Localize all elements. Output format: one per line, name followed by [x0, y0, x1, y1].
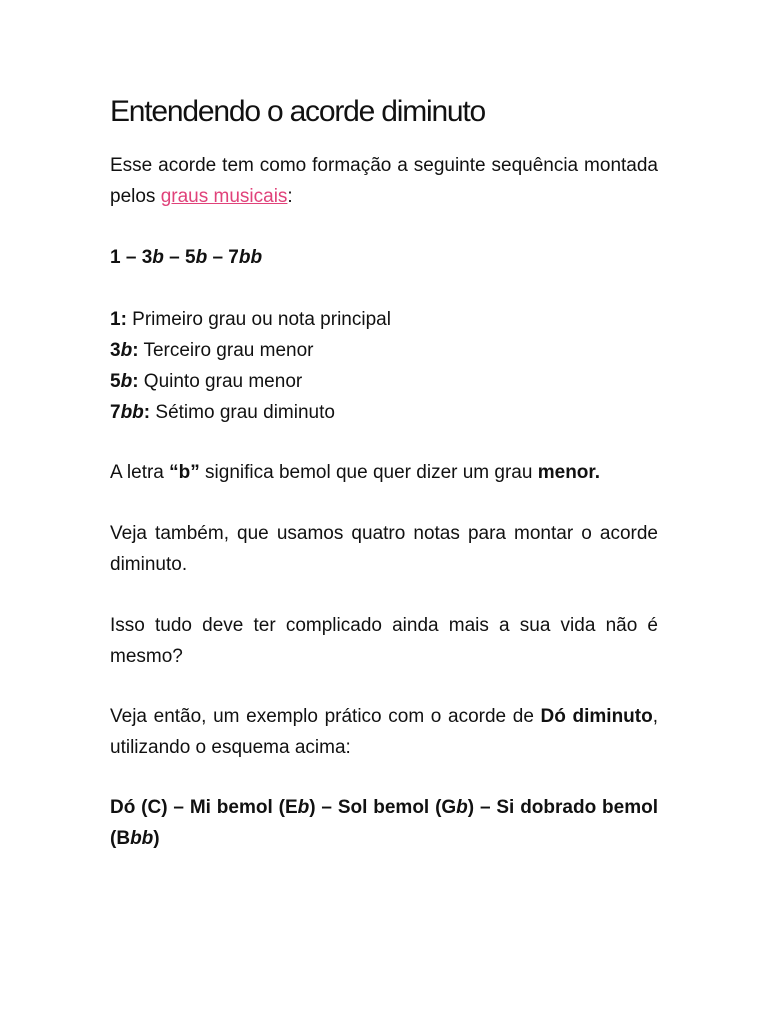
degree-description: Primeiro grau ou nota principal	[126, 309, 391, 330]
formula-part: – 7	[207, 247, 239, 268]
list-item	[110, 397, 658, 428]
complicated-paragraph: Isso tudo deve ter complicado ainda mais a sua vida não é mesmo?	[110, 615, 658, 667]
degree-colon: :	[143, 402, 151, 423]
menor-word: menor.	[537, 462, 601, 483]
example-text: Veja então, um exemplo prático com o acorde de	[110, 706, 541, 727]
degree-description: Sétimo grau diminuto	[150, 402, 335, 423]
degree-number: 5	[110, 371, 121, 392]
letter-note-paragraph	[110, 457, 658, 488]
degree-list	[110, 304, 658, 428]
degree-description: Quinto grau menor	[138, 371, 303, 392]
formula-part: – 5	[163, 247, 196, 268]
note-text: Dó (C) – Mi bemol (E	[110, 797, 298, 818]
list-item	[110, 366, 658, 397]
degree-flat: b	[120, 340, 133, 361]
note-flat: b	[456, 797, 468, 818]
formula-part: 1 – 3	[110, 247, 153, 268]
list-item	[110, 304, 658, 335]
four-notes-paragraph: Veja também, que usamos quatro notas para montar o acorde diminuto.	[110, 523, 658, 575]
degree-number: 3	[110, 340, 121, 361]
degree-number: 7	[110, 402, 121, 423]
degree-number: 1	[110, 309, 121, 330]
intro-text: Esse acorde tem como formação a seguinte sequência montada pelos	[110, 155, 658, 207]
chord-formula	[110, 242, 658, 273]
note-text: ) – Sol bemol (G	[309, 797, 457, 818]
formula-flat: bb	[238, 247, 263, 268]
graus-musicais-link[interactable]: graus musicais	[160, 186, 288, 207]
degree-description: Terceiro grau menor	[138, 340, 314, 361]
note-flat: bb	[130, 828, 154, 849]
formula-flat: b	[195, 247, 208, 268]
letter-note-text: A letra	[110, 462, 170, 483]
formula-flat: b	[152, 247, 164, 268]
intro-colon: :	[287, 186, 293, 207]
note-text: ) – Si dobrado bemol (B	[110, 797, 658, 849]
notes-sequence	[110, 792, 658, 854]
letter-b: “b”	[169, 462, 200, 483]
intro-paragraph	[110, 150, 658, 212]
degree-colon: :	[132, 340, 139, 361]
letter-note-text: significa bemol que quer dizer um grau	[199, 462, 538, 483]
example-text: , utilizando o esquema acima:	[110, 706, 659, 758]
note-text: )	[153, 828, 160, 849]
degree-colon: :	[132, 371, 139, 392]
degree-colon: :	[120, 309, 127, 330]
degree-flat: b	[120, 371, 133, 392]
degree-flat: bb	[120, 402, 144, 423]
note-flat: b	[297, 797, 310, 818]
page-title: Entendendo o acorde diminuto	[110, 95, 486, 128]
do-diminuto: Dó diminuto	[540, 706, 653, 727]
example-paragraph	[110, 701, 658, 763]
list-item	[110, 335, 658, 366]
